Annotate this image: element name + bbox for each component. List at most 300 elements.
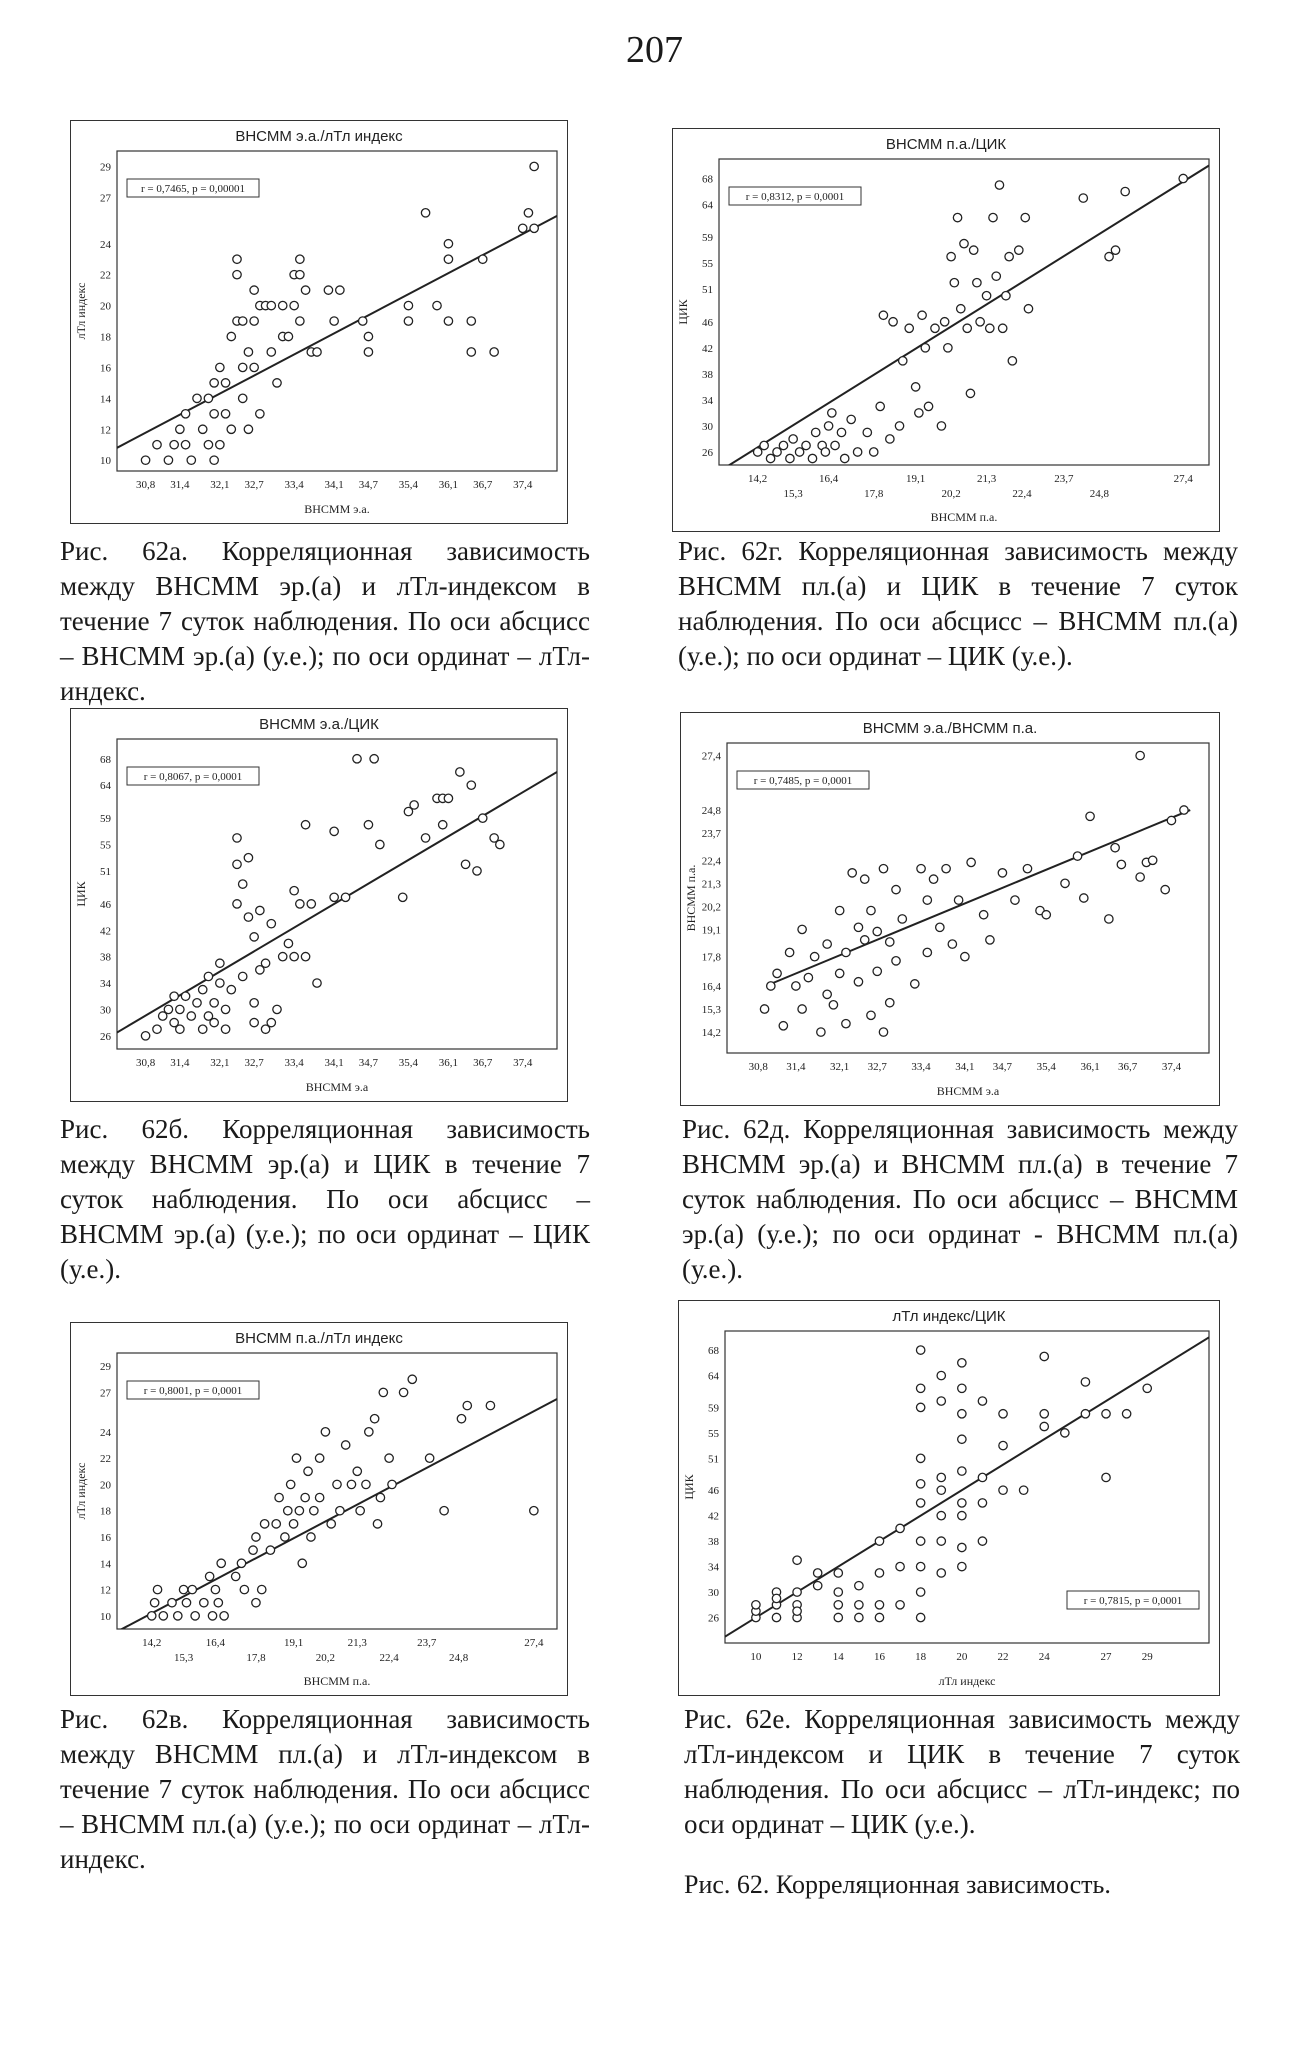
data-point [998, 324, 1006, 332]
data-point [842, 1019, 850, 1027]
data-point [823, 990, 831, 998]
x-tick-label: 22,4 [379, 1652, 399, 1664]
data-point [150, 1599, 158, 1607]
data-point [861, 875, 869, 883]
data-point [1122, 1410, 1130, 1418]
data-point [181, 441, 189, 449]
data-point [256, 410, 264, 418]
scatter-62e [679, 1301, 1219, 1695]
stat-label: r = 0,7815, p = 0,0001 [1083, 1595, 1183, 1607]
data-point [1011, 896, 1019, 904]
data-point [937, 1569, 945, 1577]
data-point [404, 317, 412, 325]
x-tick-label: 10 [750, 1651, 762, 1663]
data-point [779, 1022, 787, 1030]
data-point [490, 348, 498, 356]
data-point [220, 1612, 228, 1620]
data-point [876, 402, 884, 410]
data-point [244, 348, 252, 356]
data-point [916, 1537, 924, 1545]
y-tick-label: 15,3 [701, 1004, 721, 1017]
data-point [284, 332, 292, 340]
data-point [267, 301, 275, 309]
data-point [216, 363, 224, 371]
data-point [958, 1543, 966, 1551]
y-tick-label: 22 [100, 1453, 111, 1466]
data-point [284, 939, 292, 947]
x-tick-label: 36,1 [438, 479, 459, 491]
data-point [187, 456, 195, 464]
stat-label: r = 0,8067, p = 0,0001 [143, 771, 243, 783]
data-point [250, 363, 258, 371]
data-point [193, 999, 201, 1007]
data-point [793, 1607, 801, 1615]
data-point [879, 311, 887, 319]
data-point [272, 1520, 280, 1528]
data-point [244, 854, 252, 862]
data-point [1061, 879, 1069, 887]
x-tick-label: 36,7 [473, 479, 493, 491]
x-tick-label: 16,4 [205, 1637, 226, 1649]
x-tick-label: 36,1 [438, 1057, 459, 1069]
x-tick-label: 31,4 [170, 479, 190, 491]
data-point [250, 286, 258, 294]
x-tick-label: 19,1 [283, 1637, 304, 1649]
data-point [1040, 1422, 1048, 1430]
data-point [892, 885, 900, 893]
data-point [496, 840, 504, 848]
data-point [978, 1499, 986, 1507]
data-point [847, 415, 855, 423]
data-point [239, 363, 247, 371]
y-tick-label: 51 [100, 865, 111, 878]
data-point [953, 213, 961, 221]
y-axis-label: ВНСММ п.а. [684, 864, 698, 932]
data-point [356, 1507, 364, 1515]
data-point [210, 410, 218, 418]
data-point [266, 1546, 274, 1554]
data-point [227, 425, 235, 433]
data-point [854, 923, 862, 931]
data-point [204, 441, 212, 449]
data-point [362, 1480, 370, 1488]
data-point [170, 441, 178, 449]
data-point [221, 410, 229, 418]
data-point [793, 1556, 801, 1564]
data-point [958, 1562, 966, 1570]
data-point [467, 781, 475, 789]
stat-label: r = 0,8312, p = 0,0001 [745, 191, 845, 203]
data-point [279, 301, 287, 309]
data-point [244, 425, 252, 433]
y-tick-label: 10 [100, 455, 111, 468]
x-tick-label: 34,1 [324, 479, 344, 491]
data-point [191, 1612, 199, 1620]
data-point [399, 893, 407, 901]
data-point [923, 948, 931, 956]
data-point [772, 1613, 780, 1621]
data-point [168, 1599, 176, 1607]
y-tick-label: 55 [708, 1427, 719, 1440]
x-axis-label: лТл индекс [938, 1674, 996, 1688]
x-tick-label: 34,7 [358, 1057, 379, 1069]
data-point [886, 435, 894, 443]
data-point [321, 1428, 329, 1436]
data-point [315, 1493, 323, 1501]
chart-title: ВНСММ э.а./ЦИК [259, 716, 379, 733]
data-point [875, 1601, 883, 1609]
y-tick-label: 68 [708, 1345, 719, 1358]
data-point [973, 279, 981, 287]
data-point [916, 1499, 924, 1507]
data-point [792, 982, 800, 990]
x-tick-label: 24,8 [448, 1652, 469, 1664]
x-tick-label: 36,7 [1117, 1061, 1138, 1073]
data-point [530, 1507, 538, 1515]
y-tick-label: 68 [702, 173, 713, 186]
data-point [1005, 252, 1013, 260]
data-point [979, 911, 987, 919]
data-point [854, 978, 862, 986]
data-point [916, 1403, 924, 1411]
data-point [986, 324, 994, 332]
data-point [296, 255, 304, 263]
data-point [221, 379, 229, 387]
data-point [958, 1499, 966, 1507]
x-tick-label: 16,4 [818, 473, 839, 485]
caption-62b: Рис. 62б. Корреляционная зависимость между ВНСММ эр.(а) и ЦИК в течение 7 суток наблюдения. По оси абсцисс – ВНСММ эр.(а) (у.е.); по оси ординат – ЦИК (у.е.). [60, 1114, 590, 1284]
data-point [210, 1018, 218, 1026]
data-point [960, 239, 968, 247]
data-point [967, 858, 975, 866]
data-point [164, 456, 172, 464]
data-point [937, 1511, 945, 1519]
y-tick-label: 27,4 [701, 750, 721, 763]
data-point [976, 318, 984, 326]
data-point [966, 389, 974, 397]
data-point [760, 441, 768, 449]
data-point [273, 1005, 281, 1013]
data-point [916, 1454, 924, 1462]
data-point [937, 1397, 945, 1405]
x-tick-label: 30,8 [135, 1057, 156, 1069]
data-point [290, 952, 298, 960]
data-point [760, 1005, 768, 1013]
data-point [239, 972, 247, 980]
data-point [473, 867, 481, 875]
y-axis-label: ЦИК [74, 881, 88, 907]
data-point [1024, 305, 1032, 313]
x-tick-label: 37,4 [513, 1057, 533, 1069]
y-tick-label: 17,8 [701, 951, 721, 964]
data-point [916, 1613, 924, 1621]
data-point [999, 1486, 1007, 1494]
data-point [999, 1410, 1007, 1418]
x-tick-label: 29 [1141, 1651, 1153, 1663]
data-point [176, 1005, 184, 1013]
data-point [767, 982, 775, 990]
x-tick-label: 32,7 [244, 479, 264, 491]
data-point [330, 317, 338, 325]
data-point [824, 422, 832, 430]
data-point [425, 1454, 433, 1462]
x-tick-label: 16 [873, 1651, 885, 1663]
data-point [313, 348, 321, 356]
data-point [408, 1375, 416, 1383]
data-point [179, 1585, 187, 1593]
data-point [958, 1467, 966, 1475]
data-point [944, 344, 952, 352]
x-tick-label: 30,8 [748, 1061, 768, 1073]
x-tick-label: 15,3 [173, 1652, 194, 1664]
data-point [817, 1028, 825, 1036]
scatter-62d [681, 713, 1219, 1105]
data-point [486, 1401, 494, 1409]
data-point [530, 224, 538, 232]
data-point [948, 940, 956, 948]
data-point [957, 305, 965, 313]
data-point [834, 1613, 842, 1621]
data-point [1136, 751, 1144, 759]
data-point [1002, 292, 1010, 300]
data-point [199, 985, 207, 993]
data-point [273, 379, 281, 387]
data-point [373, 1520, 381, 1528]
x-tick-label: 34,7 [358, 479, 379, 491]
data-point [256, 906, 264, 914]
data-point [875, 1569, 883, 1577]
data-point [301, 286, 309, 294]
data-point [911, 383, 919, 391]
data-point [301, 1493, 309, 1501]
data-point [200, 1599, 208, 1607]
regression-line [771, 810, 1190, 984]
data-point [867, 906, 875, 914]
data-point [336, 286, 344, 294]
x-axis-label: ВНСММ п.а. [303, 1674, 371, 1688]
data-point [916, 1480, 924, 1488]
data-point [837, 428, 845, 436]
x-tick-label: 32,1 [210, 1057, 230, 1069]
data-point [216, 979, 224, 987]
data-point [929, 875, 937, 883]
data-point [249, 1546, 257, 1554]
data-point [795, 448, 803, 456]
y-tick-label: 34 [708, 1561, 719, 1574]
data-point [444, 794, 452, 802]
x-tick-label: 20,2 [941, 488, 961, 500]
data-point [875, 1537, 883, 1545]
y-tick-label: 34 [100, 978, 111, 991]
caption-62g: Рис. 62г. Корреляционная зависимость между ВНСММ пл.(а) и ЦИК в течение 7 суток наблюдения. По оси абсцисс – ВНСММ пл.(а) (у.е.); по оси ординат – ЦИК (у.е.). [678, 536, 1238, 671]
data-point [963, 324, 971, 332]
data-point [916, 1384, 924, 1392]
y-axis-label: ЦИК [676, 299, 690, 325]
data-point [463, 1401, 471, 1409]
data-point [879, 1028, 887, 1036]
y-tick-label: 29 [100, 161, 111, 174]
y-tick-label: 59 [708, 1402, 719, 1415]
y-tick-label: 16 [100, 1532, 111, 1544]
data-point [958, 1410, 966, 1418]
x-tick-label: 15,3 [783, 488, 803, 500]
data-point [813, 1581, 821, 1589]
data-point [886, 999, 894, 1007]
data-point [182, 1599, 190, 1607]
data-point [918, 311, 926, 319]
data-point [208, 1612, 216, 1620]
data-point [958, 1435, 966, 1443]
data-point [773, 448, 781, 456]
data-point [772, 1594, 780, 1602]
y-tick-label: 14 [100, 1558, 111, 1571]
data-point [281, 1533, 289, 1541]
data-point [1117, 860, 1125, 868]
data-point [324, 286, 332, 294]
data-point [1081, 1410, 1089, 1418]
data-point [365, 1428, 373, 1436]
data-point [1143, 1384, 1151, 1392]
data-point [1086, 812, 1094, 820]
y-tick-label: 46 [100, 898, 111, 911]
data-point [798, 925, 806, 933]
y-tick-label: 30 [702, 420, 713, 433]
data-point [931, 324, 939, 332]
data-point [916, 1562, 924, 1570]
y-tick-label: 20 [100, 1479, 111, 1492]
data-point [821, 448, 829, 456]
data-point [330, 827, 338, 835]
x-tick-label: 33,4 [284, 479, 304, 491]
y-tick-label: 30 [100, 1004, 111, 1017]
data-point [444, 240, 452, 248]
y-tick-label: 55 [100, 839, 111, 852]
x-tick-label: 22,4 [1012, 488, 1032, 500]
x-tick-label: 18 [915, 1651, 927, 1663]
data-point [440, 1507, 448, 1515]
data-point [439, 821, 447, 829]
data-point [239, 880, 247, 888]
data-point [216, 959, 224, 967]
data-point [153, 441, 161, 449]
data-point [479, 255, 487, 263]
data-point [855, 1613, 863, 1621]
data-point [199, 1025, 207, 1033]
y-tick-label: 38 [100, 951, 111, 964]
data-point [1081, 1378, 1089, 1386]
data-point [921, 344, 929, 352]
data-point [217, 1559, 225, 1567]
data-point [898, 915, 906, 923]
data-point [359, 317, 367, 325]
chart-title: ВНСММ п.а./лТл индекс [235, 1330, 403, 1347]
x-tick-label: 36,1 [1080, 1061, 1100, 1073]
y-tick-label: 20 [100, 300, 111, 313]
data-point [370, 1415, 378, 1423]
data-point [896, 1524, 904, 1532]
data-point [290, 887, 298, 895]
chart-title: ВНСММ э.а./ВНСММ п.а. [862, 720, 1038, 737]
data-point [923, 896, 931, 904]
data-point [286, 1480, 294, 1488]
data-point [808, 454, 816, 462]
data-point [828, 409, 836, 417]
x-tick-label: 14,2 [142, 1637, 162, 1649]
data-point [250, 933, 258, 941]
x-tick-label: 17,8 [246, 1652, 266, 1664]
data-point [199, 425, 207, 433]
x-tick-label: 24 [1038, 1651, 1050, 1663]
data-point [942, 864, 950, 872]
figure-62v [70, 1322, 568, 1696]
data-point [873, 927, 881, 935]
data-point [834, 1588, 842, 1596]
data-point [1121, 187, 1129, 195]
data-point [353, 1467, 361, 1475]
data-point [421, 834, 429, 842]
y-tick-label: 24 [100, 1426, 111, 1439]
data-point [181, 410, 189, 418]
data-point [284, 1507, 292, 1515]
data-point [364, 348, 372, 356]
data-point [233, 255, 241, 263]
x-tick-label: 27,4 [524, 1637, 544, 1649]
data-point [835, 906, 843, 914]
x-tick-label: 23,7 [1054, 473, 1074, 485]
x-tick-label: 24,8 [1089, 488, 1110, 500]
data-point [889, 318, 897, 326]
data-point [896, 1562, 904, 1570]
y-tick-label: 42 [100, 925, 111, 938]
data-point [267, 348, 275, 356]
data-point [978, 1397, 986, 1405]
data-point [336, 1507, 344, 1515]
y-tick-label: 46 [702, 316, 713, 329]
data-point [181, 992, 189, 1000]
data-point [141, 1032, 149, 1040]
data-point [863, 428, 871, 436]
data-point [896, 1601, 904, 1609]
x-tick-label: 33,4 [284, 1057, 304, 1069]
data-point [950, 279, 958, 287]
data-point [233, 860, 241, 868]
data-point [937, 1537, 945, 1545]
data-point [221, 1005, 229, 1013]
y-tick-label: 51 [708, 1453, 719, 1466]
x-tick-label: 19,1 [906, 473, 926, 485]
data-point [233, 834, 241, 842]
data-point [1080, 894, 1088, 902]
x-tick-label: 12 [791, 1651, 803, 1663]
data-point [176, 425, 184, 433]
data-point [958, 1511, 966, 1519]
y-tick-label: 46 [708, 1485, 719, 1498]
data-point [1102, 1473, 1110, 1481]
data-point [467, 317, 475, 325]
data-point [1179, 174, 1187, 182]
data-point [766, 454, 774, 462]
data-point [304, 1467, 312, 1475]
data-point [347, 1480, 355, 1488]
data-point [210, 999, 218, 1007]
data-point [205, 1572, 213, 1580]
data-point [855, 1601, 863, 1609]
scatter-62b [71, 709, 567, 1101]
data-point [1180, 806, 1188, 814]
data-point [233, 270, 241, 278]
data-point [961, 952, 969, 960]
data-point [240, 1585, 248, 1593]
